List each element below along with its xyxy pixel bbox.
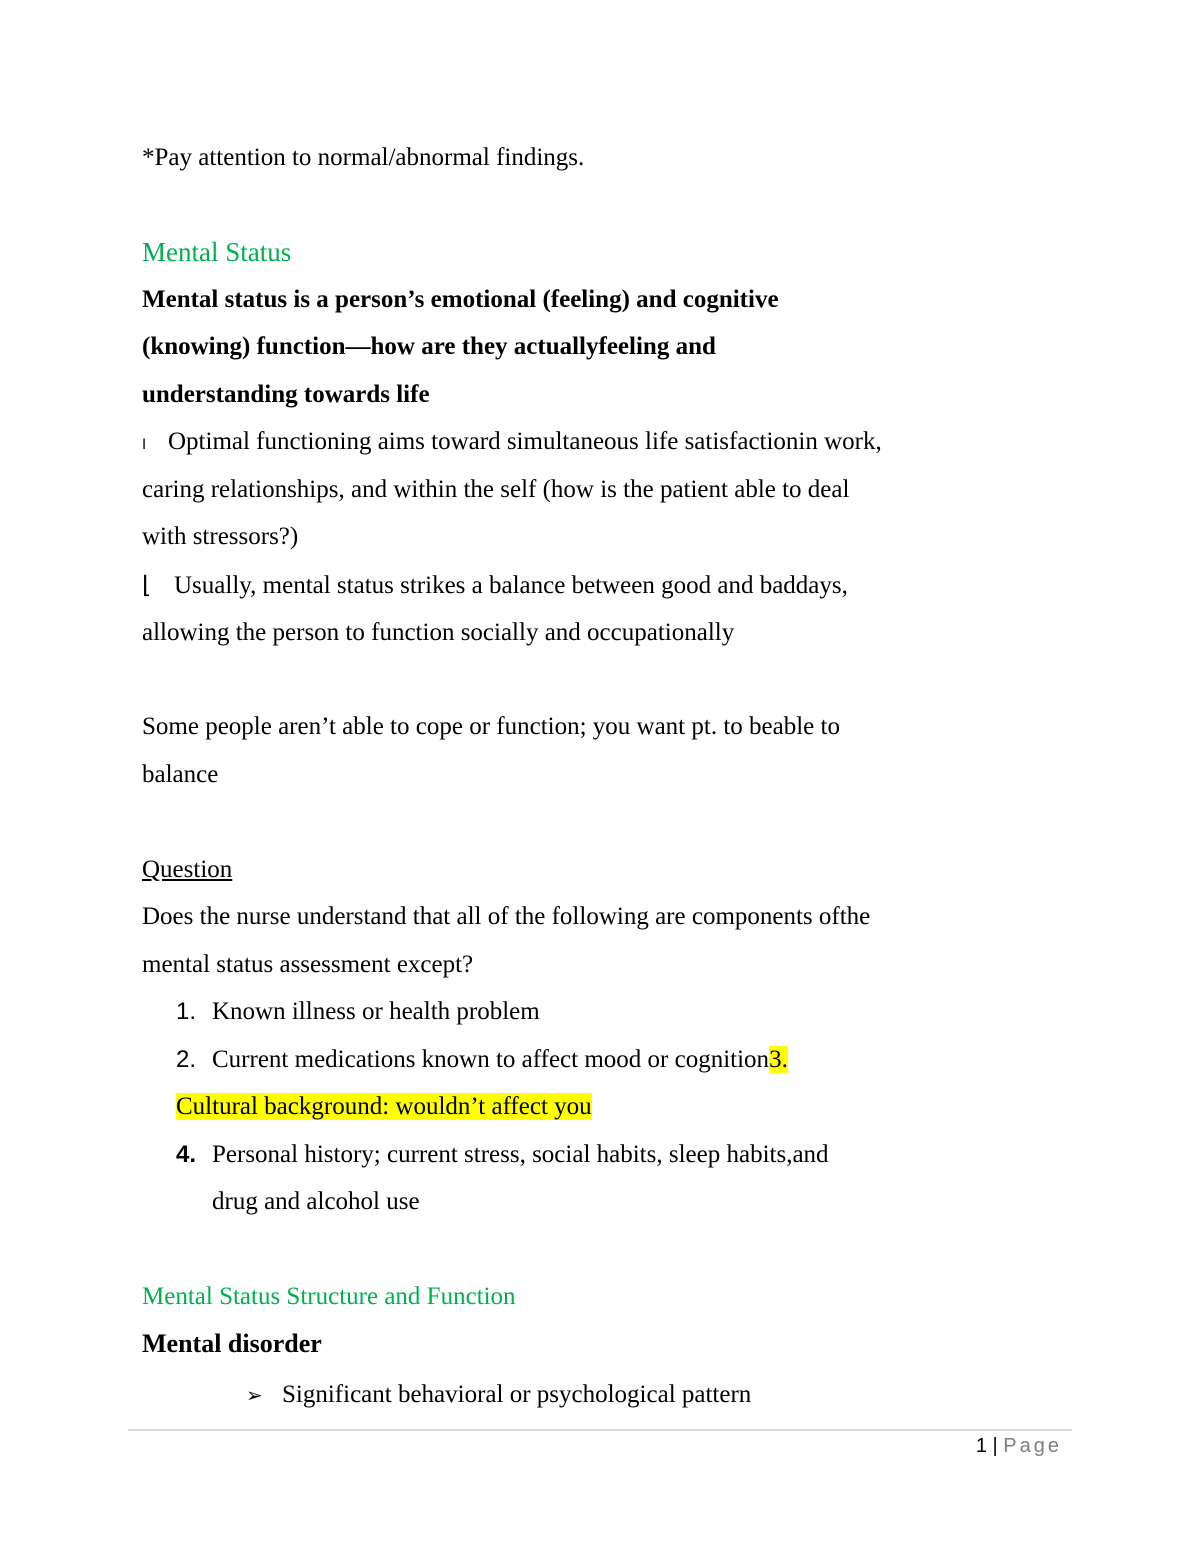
bullet-significant-text: Significant behavioral or psychological pattern bbox=[282, 1381, 752, 1408]
page-label: Page bbox=[1003, 1435, 1062, 1457]
definition-line-3: understanding towards life bbox=[142, 381, 430, 408]
question-stem-line-2: mental status assessment except? bbox=[142, 951, 474, 978]
option-3-text-highlight: Cultural background: wouldn’t affect you bbox=[176, 1093, 592, 1120]
section-heading-mental-status: Mental Status bbox=[142, 237, 292, 267]
bullet-text-line-1: Optimal functioning aims toward simultaneous life satisfactionin work, bbox=[168, 428, 882, 455]
option-4-text: Personal history; current stress, social habits, sleep habits,and bbox=[212, 1141, 829, 1168]
option-2 bbox=[176, 1044, 788, 1076]
bullet-usually bbox=[142, 569, 848, 602]
option-4 bbox=[176, 1139, 829, 1171]
bullet-optimal-functioning bbox=[142, 426, 882, 461]
bullet-significant-pattern bbox=[246, 1379, 751, 1411]
option-4-continuation: drug and alcohol use bbox=[212, 1188, 420, 1215]
subheading-mental-disorder: Mental disorder bbox=[142, 1329, 322, 1358]
definition-line-2: (knowing) function—how are they actuallyfeeling and bbox=[142, 333, 716, 360]
bullet-text-line-3: with stressors?) bbox=[142, 523, 299, 550]
bullet-text-line-2: caring relationships, and within the self (how is the patient able to deal bbox=[142, 476, 850, 503]
footer-divider bbox=[128, 1429, 1072, 1431]
arrow-bullet-icon: ➢ bbox=[246, 1383, 263, 1407]
question-stem-line-1: Does the nurse understand that all of the following are components ofthe bbox=[142, 903, 871, 930]
question-label: Question bbox=[142, 856, 233, 883]
bullet2-text-line-2: allowing the person to function socially and occupationally bbox=[142, 619, 735, 646]
bullet-bar-icon: I bbox=[142, 437, 147, 453]
option-2-text: Current medications known to affect mood or cognition bbox=[212, 1046, 770, 1073]
bullet2-text-line-1: Usually, mental status strikes a balance between good and baddays, bbox=[174, 572, 848, 599]
option-3 bbox=[176, 1091, 592, 1123]
option-3-number-highlight: 3. bbox=[769, 1046, 788, 1073]
option-1 bbox=[176, 996, 540, 1028]
intro-note: *Pay attention to normal/abnormal findings. bbox=[142, 144, 585, 171]
page-footer bbox=[976, 1433, 1062, 1459]
note-line-1: Some people aren’t able to cope or function; you want pt. to beable to bbox=[142, 713, 840, 740]
option-1-number: 1. bbox=[176, 998, 197, 1025]
footer-separator: | bbox=[992, 1435, 998, 1457]
option-1-text: Known illness or health problem bbox=[212, 998, 540, 1025]
option-4-number: 4. bbox=[176, 1141, 197, 1168]
section-heading-structure-function: Mental Status Structure and Function bbox=[142, 1283, 516, 1310]
definition-line-1: Mental status is a person’s emotional (feeling) and cognitive bbox=[142, 286, 779, 313]
option-2-number: 2. bbox=[176, 1046, 197, 1073]
note-line-2: balance bbox=[142, 761, 219, 788]
page-number: 1 bbox=[975, 1435, 987, 1457]
bullet-corner-icon: ⌊ bbox=[142, 571, 152, 599]
